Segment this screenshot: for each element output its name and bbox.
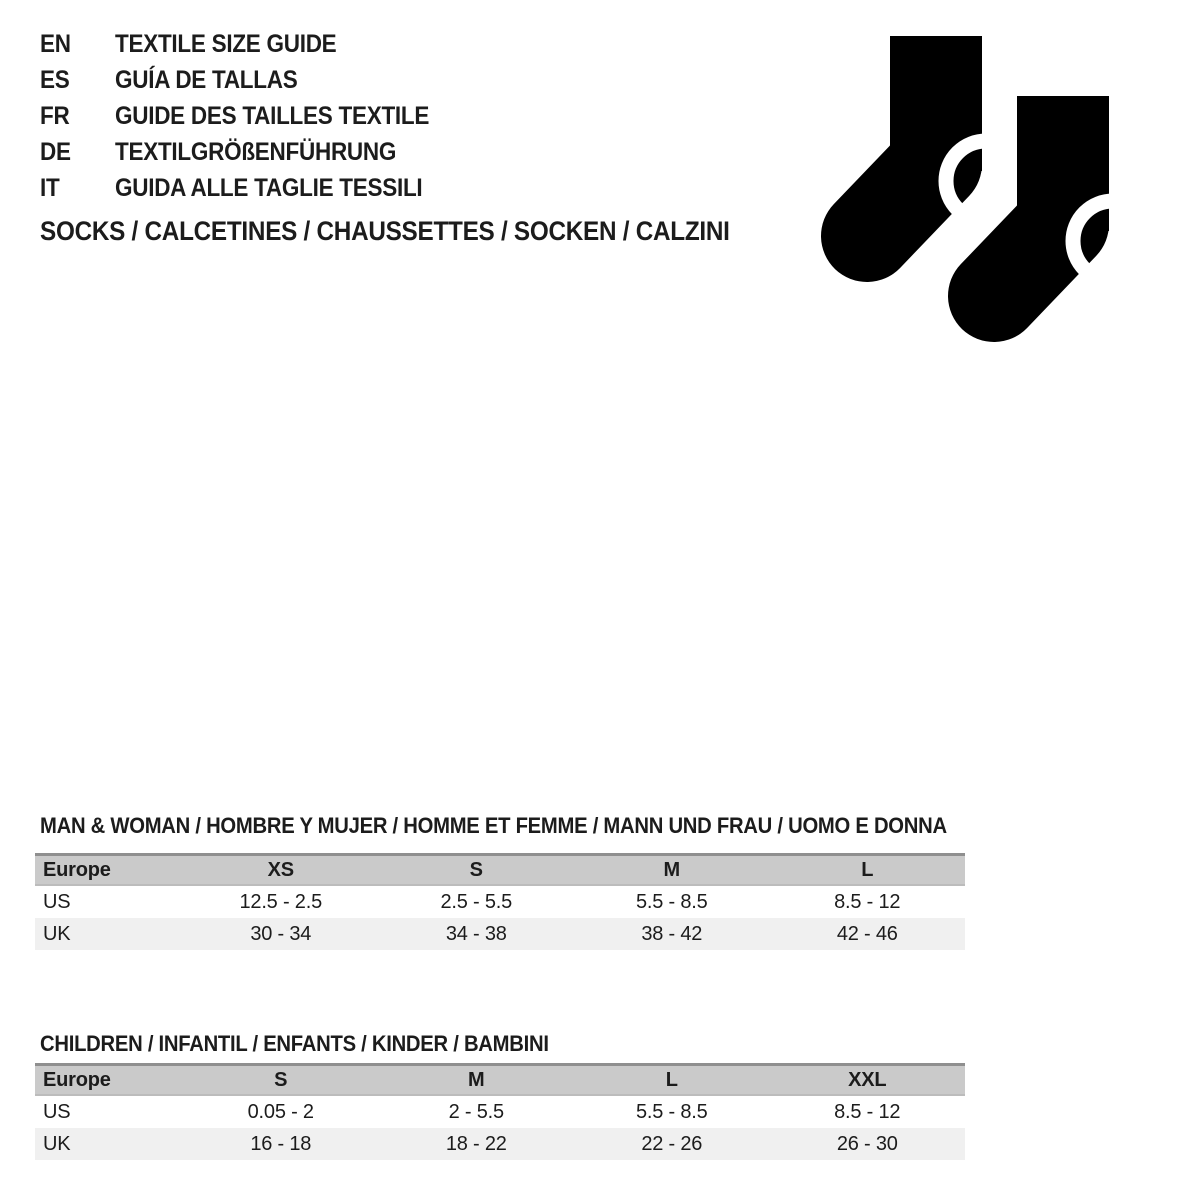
size-value: 16 - 18 <box>250 1132 312 1155</box>
row-label: US <box>43 890 71 913</box>
sock-right-shape <box>994 96 1120 296</box>
table-row-uk <box>35 1128 965 1160</box>
column-header-size: S <box>274 1068 288 1091</box>
language-row-it <box>40 170 464 206</box>
size-value: 12.5 - 2.5 <box>239 890 322 913</box>
column-header-region: Europe <box>43 1068 111 1091</box>
size-value: 5.5 - 8.5 <box>635 890 708 913</box>
size-value: 2.5 - 5.5 <box>440 890 513 913</box>
language-code: EN <box>40 29 71 58</box>
size-value: 38 - 42 <box>641 922 703 945</box>
language-title: TEXTILGRÖßENFÜHRUNG <box>115 137 397 166</box>
column-header-size: M <box>468 1068 485 1091</box>
section-title-children <box>40 1031 605 1057</box>
size-table-children <box>35 1063 965 1160</box>
column-header-size: XXL <box>848 1068 887 1091</box>
size-value: 8.5 - 12 <box>834 1100 901 1123</box>
size-value: 22 - 26 <box>641 1132 703 1155</box>
size-table-man-woman <box>35 853 965 950</box>
language-code: ES <box>40 65 70 94</box>
language-row-es <box>40 62 464 98</box>
size-value: 42 - 46 <box>836 922 898 945</box>
table-row-us <box>35 885 965 918</box>
language-row-fr <box>40 98 464 134</box>
section-title-man-woman <box>40 813 1048 839</box>
column-header-size: XS <box>267 858 294 881</box>
language-row-de <box>40 134 464 170</box>
language-title: GUIDE DES TAILLES TEXTILE <box>115 101 430 130</box>
size-value: 2 - 5.5 <box>448 1100 504 1123</box>
row-label: UK <box>43 922 71 945</box>
size-value: 5.5 - 8.5 <box>635 1100 708 1123</box>
language-title: TEXTILE SIZE GUIDE <box>115 29 337 58</box>
language-row-en <box>40 26 464 62</box>
language-title: GUÍA DE TALLAS <box>115 65 298 94</box>
category-heading <box>40 216 806 247</box>
sock-left-shape <box>867 36 1026 236</box>
row-label: UK <box>43 1132 71 1155</box>
table-row-uk <box>35 918 965 950</box>
size-value: 30 - 34 <box>250 922 312 945</box>
section-title-text: MAN & WOMAN / HOMBRE Y MUJER / HOMME ET FEMME / MANN UND FRAU / UOMO E DONNA <box>40 813 947 838</box>
size-value: 18 - 22 <box>445 1132 507 1155</box>
category-heading-text: SOCKS / CALCETINES / CHAUSSETTES / SOCKEN / CALZINI <box>40 216 730 246</box>
row-label: US <box>43 1100 71 1123</box>
socks-icon <box>800 18 1120 368</box>
column-header-size: S <box>469 858 483 881</box>
column-header-size: L <box>861 858 874 881</box>
language-code: FR <box>40 101 70 130</box>
language-code: DE <box>40 137 71 166</box>
section-title-text: CHILDREN / INFANTIL / ENFANTS / KINDER / BAMBINI <box>40 1031 549 1056</box>
table-header-row <box>35 855 965 886</box>
table-row-us <box>35 1095 965 1128</box>
column-header-region: Europe <box>43 858 111 881</box>
size-value: 0.05 - 2 <box>247 1100 314 1123</box>
table-header-row <box>35 1065 965 1096</box>
column-header-size: M <box>663 858 680 881</box>
column-header-size: L <box>665 1068 678 1091</box>
size-value: 26 - 30 <box>836 1132 898 1155</box>
size-value: 8.5 - 12 <box>834 890 901 913</box>
language-code: IT <box>40 173 60 202</box>
language-title: GUIDA ALLE TAGLIE TESSILI <box>115 173 423 202</box>
size-value: 34 - 38 <box>445 922 507 945</box>
language-title-list <box>40 26 464 206</box>
